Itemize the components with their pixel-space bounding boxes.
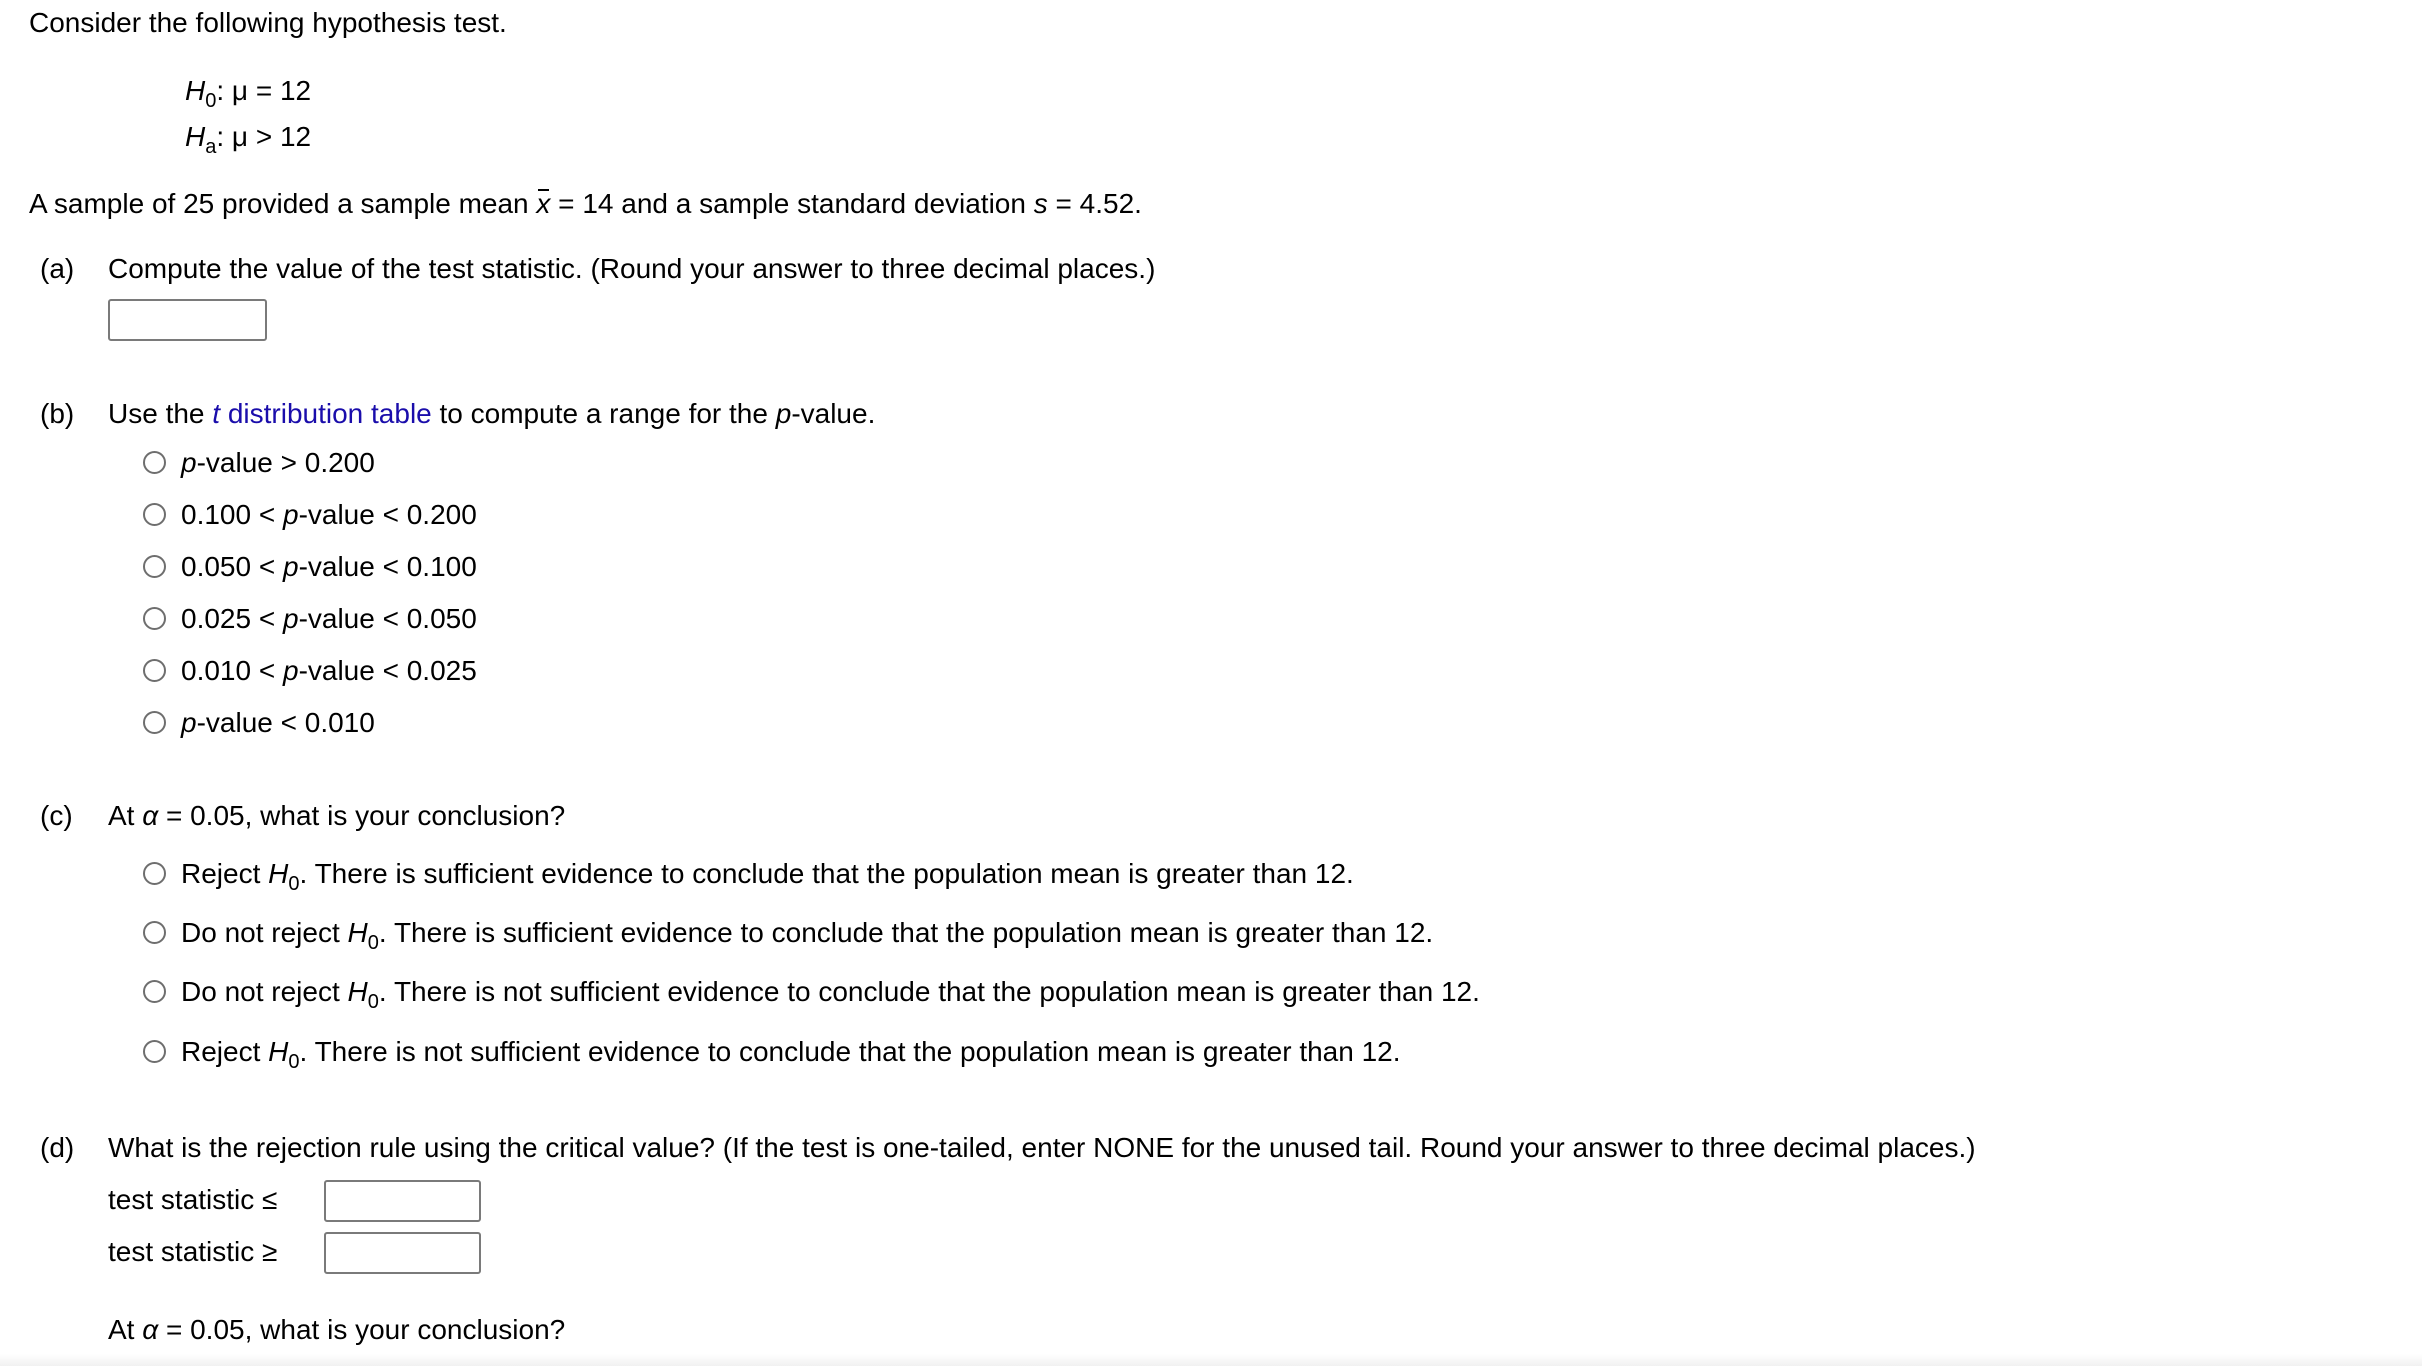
rejection-rule-ge-label: test statistic ≥: [108, 1236, 278, 1267]
part-c-alpha: α: [142, 800, 159, 831]
part-d-q2-pre: At: [108, 1314, 143, 1345]
p-value-option-2-p: p: [282, 499, 299, 530]
p-value-option-6-post: -value < 0.010: [196, 707, 375, 738]
conclusion-option-4-label: [181, 1035, 1401, 1073]
conclusion-option-3-post: . There is not sufficient evidence to conclude that the population mean is greater than 12.: [378, 976, 1480, 1007]
rejection-rule-le-label: test statistic ≤: [108, 1184, 278, 1215]
part-b-p-symbol: p: [775, 398, 792, 429]
conclusion-option-1-sub: 0: [288, 873, 300, 895]
conclusion-option-3-h: H: [347, 976, 368, 1007]
conclusion-option-1-h: H: [268, 858, 289, 889]
part-b-text-pre: Use the: [108, 398, 213, 429]
t-distribution-link-rest: distribution table: [220, 398, 432, 429]
part-c-q-pre: At: [108, 800, 143, 831]
sample-text-before: A sample of 25 provided a sample mean: [29, 188, 537, 219]
conclusion-option-1-label: [181, 857, 1354, 895]
p-value-option-2-pre: 0.100 <: [181, 499, 283, 530]
part-a-question: Compute the value of the test statistic. (Round your answer to three decimal places.): [108, 253, 1156, 284]
p-value-option-5-pre: 0.010 <: [181, 655, 283, 686]
part-b-question: [108, 397, 875, 431]
bottom-edge-shade: [0, 1354, 2422, 1366]
conclusion-option-3-sub: 0: [367, 991, 379, 1013]
sample-mean-symbol: x: [536, 188, 551, 219]
conclusion-option-3-label: [181, 975, 1480, 1013]
intro-text: Consider the following hypothesis test.: [29, 7, 507, 38]
conclusion-radio-1[interactable]: [143, 862, 166, 885]
conclusion-option-1-post: . There is sufficient evidence to conclude that the population mean is greater than 12.: [299, 858, 1354, 889]
p-value-radio-6[interactable]: [143, 711, 166, 734]
p-value-radio-4[interactable]: [143, 607, 166, 630]
ha-statement: : μ > 12: [216, 121, 312, 152]
conclusion-option-2-sub: 0: [367, 932, 379, 954]
conclusion-option-2-label: [181, 916, 1434, 954]
part-b-text-post: -value.: [791, 398, 876, 429]
sample-text-mid: = 14 and a sample standard deviation: [550, 188, 1034, 219]
conclusion-option-1-pre: Reject: [181, 858, 269, 889]
p-value-option-5-p: p: [282, 655, 299, 686]
part-a-label: (a): [40, 253, 75, 284]
test-statistic-input[interactable]: [108, 299, 267, 341]
alternative-hypothesis: [185, 120, 312, 158]
sample-text-after: = 4.52.: [1047, 188, 1142, 219]
conclusion-radio-4[interactable]: [143, 1040, 166, 1063]
p-value-option-4-pre: 0.025 <: [181, 603, 283, 634]
null-hypothesis: [185, 74, 312, 112]
rejection-rule-ge-input[interactable]: [324, 1232, 481, 1274]
part-d-conclusion-question: [108, 1313, 565, 1347]
part-c-question: [108, 799, 565, 833]
t-distribution-table-link[interactable]: [212, 398, 431, 429]
h0-subscript: 0: [205, 90, 217, 112]
p-value-radio-1[interactable]: [143, 451, 166, 474]
p-value-option-3-pre: 0.050 <: [181, 551, 283, 582]
conclusion-option-4-pre: Reject: [181, 1036, 269, 1067]
p-value-option-2-post: -value < 0.200: [298, 499, 477, 530]
conclusion-option-2-h: H: [347, 917, 368, 948]
p-value-radio-2[interactable]: [143, 503, 166, 526]
conclusion-option-4-h: H: [268, 1036, 289, 1067]
h0-statement: : μ = 12: [216, 75, 312, 106]
part-c-label: (c): [40, 800, 73, 831]
sample-sd-symbol: s: [1033, 188, 1048, 219]
p-value-option-1-post: -value > 0.200: [196, 447, 375, 478]
p-value-option-4-label: [181, 602, 477, 636]
p-value-option-3-post: -value < 0.100: [298, 551, 477, 582]
p-value-option-4-p: p: [282, 603, 299, 634]
conclusion-option-4-post: . There is not sufficient evidence to conclude that the population mean is greater than 12.: [299, 1036, 1401, 1067]
p-value-option-5-post: -value < 0.025: [298, 655, 477, 686]
p-value-radio-3[interactable]: [143, 555, 166, 578]
rejection-rule-le-input[interactable]: [324, 1180, 481, 1222]
p-value-option-2-label: [181, 498, 477, 532]
p-value-option-6-label: [181, 706, 375, 740]
p-value-option-3-label: [181, 550, 477, 584]
conclusion-option-2-pre: Do not reject: [181, 917, 348, 948]
h0-symbol: H: [185, 75, 206, 106]
ha-subscript: a: [205, 136, 217, 158]
conclusion-option-2-post: . There is sufficient evidence to conclude that the population mean is greater than 12.: [378, 917, 1434, 948]
p-value-option-4-post: -value < 0.050: [298, 603, 477, 634]
p-value-option-6-p: p: [181, 707, 197, 738]
t-distribution-link-t: t: [212, 398, 221, 429]
ha-symbol: H: [185, 121, 206, 152]
part-c-q-post: = 0.05, what is your conclusion?: [158, 800, 566, 831]
conclusion-option-4-sub: 0: [288, 1051, 300, 1073]
p-value-radio-5[interactable]: [143, 659, 166, 682]
part-d-question: What is the rejection rule using the critical value? (If the test is one-tailed, enter NONE for the unused tail. Round your answer to three decimal places.): [108, 1132, 1976, 1163]
part-d-label: (d): [40, 1132, 75, 1163]
part-d-alpha: α: [142, 1314, 159, 1345]
conclusion-radio-2[interactable]: [143, 921, 166, 944]
part-b-label: (b): [40, 398, 75, 429]
p-value-option-5-label: [181, 654, 477, 688]
p-value-option-3-p: p: [282, 551, 299, 582]
p-value-option-1-label: [181, 446, 375, 480]
p-value-option-1-p: p: [181, 447, 197, 478]
conclusion-radio-3[interactable]: [143, 980, 166, 1003]
conclusion-option-3-pre: Do not reject: [181, 976, 348, 1007]
sample-statement: [29, 187, 1142, 221]
part-d-q2-post: = 0.05, what is your conclusion?: [158, 1314, 566, 1345]
part-b-text-mid: to compute a range for the: [431, 398, 776, 429]
